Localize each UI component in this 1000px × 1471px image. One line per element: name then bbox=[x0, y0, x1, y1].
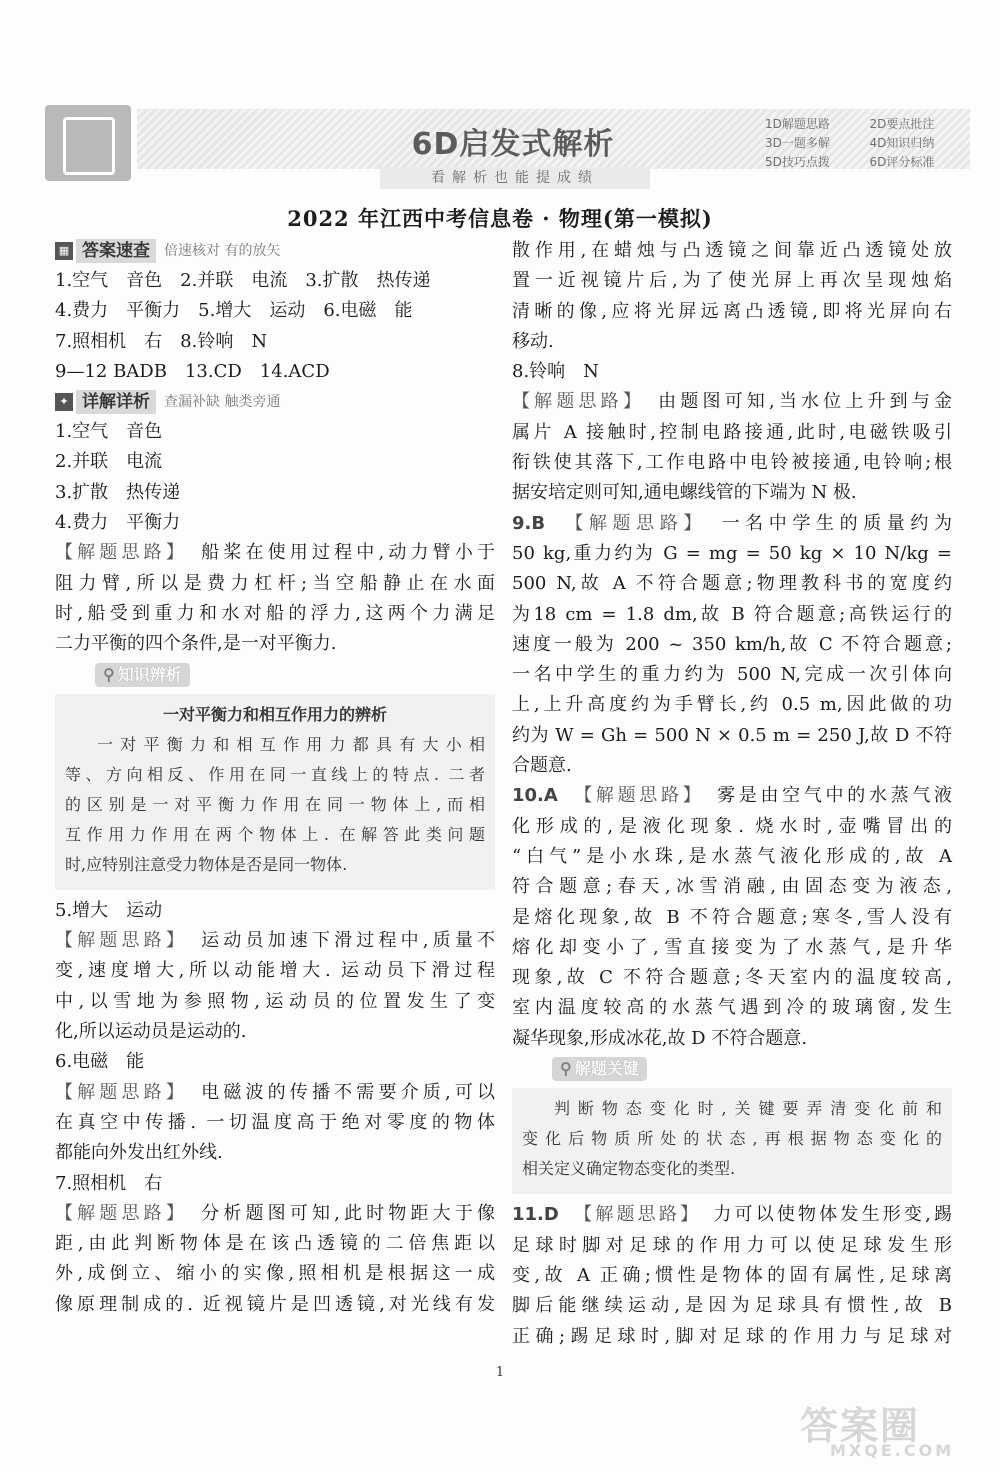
answer-line: 4.费力 平衡力 bbox=[55, 512, 181, 534]
q9-explain-line: 为18 cm = 1.8 dm,故 B 符合题意;高铁运行的 bbox=[512, 603, 952, 625]
q10-explain-line: 10.A 【解题思路】 雾是由空气中的水蒸气液 bbox=[512, 785, 953, 807]
paper-icon bbox=[63, 117, 115, 175]
q7-explain-line: 散作用,在蜡烛与凸透镜之间靠近凸透镜处放 bbox=[512, 240, 952, 261]
knowledge-box bbox=[55, 694, 495, 890]
answer-line: 7.照相机 右 bbox=[55, 1172, 163, 1194]
q10-explain-line: 是熔化现象,故 B 不符合题意;寒冬,雪人没有 bbox=[512, 906, 952, 928]
answer-line: 2.并联 电流 bbox=[55, 451, 163, 473]
solution-tag: 【解题思路】 bbox=[55, 930, 179, 952]
grid-icon: ▦ bbox=[55, 242, 73, 260]
left-column bbox=[55, 236, 495, 1320]
q8-explain-line: 衔铁使其落下,工作电路中电铃被接通,电铃响;根 bbox=[512, 452, 952, 474]
q5-explain-line: 【解题思路】 运动员加速下滑过程中,质量不 bbox=[55, 930, 495, 952]
book-icon bbox=[45, 105, 131, 181]
key-box-header: ⚲ 解题关键 bbox=[552, 1057, 647, 1081]
quick-answer-line: 7.照相机 右 8.铃响 N bbox=[55, 330, 268, 352]
q10-explain-line: 熔化却变小了,雪直接变为了水蒸气,是升华 bbox=[512, 936, 952, 958]
magnifier-icon: ⚲ bbox=[103, 664, 115, 684]
q8-explain-line: 【解题思路】 由题图可知,当水位上升到与金 bbox=[512, 391, 952, 413]
knowledge-box-header: ⚲ 知识辨析 bbox=[95, 663, 190, 687]
magnifier-icon: ⚲ bbox=[560, 1059, 572, 1079]
solution-tag: 【解题思路】 bbox=[583, 1204, 693, 1226]
knowledge-line: 一对平衡力和相互作用力都具有大小相 bbox=[97, 734, 485, 754]
question-number: 10.A bbox=[512, 785, 558, 807]
q4-explain-line: 时,船受到重力和水对船的浮力,这两个力满足 bbox=[55, 602, 495, 624]
answer-line: 3.扩散 热传递 bbox=[55, 481, 181, 503]
question-number: 9.B bbox=[512, 512, 546, 534]
q5-explain-line: 化,所以运动员是运动的. bbox=[55, 1021, 247, 1043]
right-column bbox=[512, 236, 952, 1352]
q7-explain-line: 置一近视镜片后,为了使光屏上再次呈现烛焰 bbox=[512, 270, 952, 292]
key-line: 相关定义确定物态变化的类型. bbox=[522, 1159, 736, 1179]
question-number: 11.D bbox=[512, 1204, 559, 1226]
q4-explain-line: 二力平衡的四个条件,是一对平衡力. bbox=[55, 633, 337, 655]
solution-tag: 【解题思路】 bbox=[55, 542, 179, 564]
q9-explain-line: 9.B 【解题思路】 一名中学生的质量约为 bbox=[512, 512, 953, 534]
key-line: 变化后物质所处的状态,再根据物态变化的 bbox=[522, 1129, 942, 1149]
q9-explain-line: 一名中学生的重力约为 500 N,完成一次引体向 bbox=[512, 664, 952, 686]
knowledge-line: 的区别是一对平衡力作用在同一物体上,而相 bbox=[65, 794, 485, 814]
banner-tag: 4D知识归纳 bbox=[869, 136, 935, 150]
q7-explain-line: 【解题思路】 分析题图可知,此时物距大于像 bbox=[55, 1202, 495, 1224]
answer-line: 8.铃响 N bbox=[512, 361, 599, 383]
q9-explain-line: 约为 W = Gh = 500 N × 0.5 m = 250 J,故 D 不符 bbox=[512, 724, 952, 746]
lightbulb-icon: ✦ bbox=[55, 393, 73, 411]
answer-line: 5.增大 运动 bbox=[55, 899, 163, 921]
solution-tag: 【解题思路】 bbox=[512, 391, 636, 413]
q11-explain-line: 变,故 A 正确;惯性是物体的固有属性,足球离 bbox=[512, 1264, 952, 1286]
q8-explain-line: 据安培定则可知,通电螺线管的下端为 N 极. bbox=[512, 482, 857, 504]
banner-tags bbox=[765, 115, 970, 170]
knowledge-line: 互作用力作用在两个物体上. 在解答此类问题 bbox=[65, 824, 485, 844]
q8-explain-line: 属片 A 接触时,控制电路接通,此时,电磁铁吸引 bbox=[512, 421, 952, 443]
q7-explain-line: 像原理制成的. 近视镜片是凹透镜,对光线有发 bbox=[55, 1293, 495, 1315]
page-title: 2022 年江西中考信息卷 · 物理(第一模拟) bbox=[287, 206, 713, 231]
key-line: 判断物态变化时,关键要弄清变化前和 bbox=[554, 1099, 942, 1119]
solution-tag: 【解题思路】 bbox=[583, 785, 696, 807]
watermark-main: 答案圈 bbox=[800, 1404, 921, 1448]
q10-explain-line: 凝华现象,形成冰花,故 D 不符合题意. bbox=[512, 1027, 808, 1049]
q7-explain-line: 外,成倒立、缩小的实像,照相机是根据这一成 bbox=[55, 1263, 495, 1285]
q11-explain-line: 正确;踢足球时,脚对足球的作用力与足球对 bbox=[512, 1325, 952, 1347]
q9-explain-line: 速度一般为 200 ~ 350 km/h,故 C 不符合题意; bbox=[512, 633, 952, 655]
quick-answer-note: 倍速核对 有的放矢 bbox=[164, 242, 281, 259]
key-box bbox=[512, 1088, 952, 1194]
watermark-logo bbox=[800, 1395, 1000, 1465]
q11-explain-line: 脚后能继续运动,是因为足球具有惯性,故 B bbox=[512, 1295, 952, 1317]
banner-subtitle: 看解析也能提成绩 bbox=[380, 167, 650, 189]
detail-header bbox=[55, 387, 495, 417]
page-number: 1 bbox=[495, 1365, 505, 1380]
quick-answer-label: 答案速查 bbox=[76, 239, 156, 263]
q7-explain-line: 清晰的像,应将光屏远离凸透镜,即将光屏向右 bbox=[512, 300, 952, 322]
q9-explain-line: 合题意. bbox=[512, 755, 572, 777]
q5-explain-line: 中,以雪地为参照物,运动员的位置发生了变 bbox=[55, 990, 495, 1012]
answer-line: 1.空气 音色 bbox=[55, 421, 163, 443]
q10-explain-line: 化形成的,是液化现象. 烧水时,壶嘴冒出的 bbox=[512, 815, 952, 837]
q6-explain-line: 【解题思路】 电磁波的传播不需要介质,可以 bbox=[55, 1081, 495, 1103]
q6-explain-line: 都能向外发出红外线. bbox=[55, 1142, 223, 1164]
knowledge-box-title: 一对平衡力和相互作用力的辨析 bbox=[162, 704, 387, 724]
q11-explain-line: 11.D 【解题思路】 力可以使物体发生形变,踢 bbox=[512, 1204, 952, 1226]
banner-tag: 5D技巧点拨 bbox=[765, 155, 830, 169]
banner-title: 6D启发式解析 bbox=[411, 127, 615, 162]
q10-explain-line: “白气”是小水珠,是水蒸气液化形成的,故 A bbox=[512, 845, 952, 867]
q5-explain-line: 变,速度增大,所以动能增大. 运动员下滑过程 bbox=[55, 960, 495, 982]
q7-explain-line: 距,由此判断物体是在该凸透镜的二倍焦距以 bbox=[55, 1233, 495, 1255]
q10-explain-line: 现象,故 C 不符合题意;冬天室内的温度较高, bbox=[512, 967, 952, 989]
solution-tag: 【解题思路】 bbox=[55, 1202, 179, 1224]
banner-tag: 2D要点批注 bbox=[869, 117, 935, 131]
q9-explain-line: 500 N,故 A 不符合题意;物理教科书的宽度约 bbox=[512, 573, 952, 595]
quick-answer-line: 4.费力 平衡力 5.增大 运动 6.电磁 能 bbox=[55, 300, 413, 322]
header-banner bbox=[45, 105, 970, 187]
q7-explain-line: 移动. bbox=[512, 330, 554, 352]
detail-label: 详解详析 bbox=[76, 390, 156, 414]
answer-line: 6.电磁 能 bbox=[55, 1051, 145, 1073]
quick-answer-line: 9—12 BADB 13.CD 14.ACD bbox=[55, 360, 330, 382]
banner-tag: 3D一题多解 bbox=[765, 136, 830, 150]
watermark-sub: MXQE.COM bbox=[830, 1441, 955, 1460]
q10-explain-line: 室内温度较高的水蒸气遇到冷的玻璃窗,发生 bbox=[512, 997, 952, 1019]
knowledge-line: 时,应特别注意受力物体是否是同一物体. bbox=[65, 854, 348, 874]
solution-tag: 【解题思路】 bbox=[55, 1081, 179, 1103]
quick-answer-line: 1.空气 音色 2.并联 电流 3.扩散 热传递 bbox=[55, 270, 431, 291]
q11-explain-line: 足球时脚对足球的作用力可以使足球发生形 bbox=[512, 1234, 952, 1256]
q9-explain-line: 50 kg,重力约为 G = mg = 50 kg × 10 N/kg = bbox=[512, 542, 952, 564]
banner-tag: 1D解题思路 bbox=[765, 117, 830, 131]
detail-note: 查漏补缺 触类旁通 bbox=[164, 394, 281, 411]
q4-explain-line: 阻力臂,所以是费力杠杆;当空船静止在水面 bbox=[55, 572, 495, 594]
quick-answer-header bbox=[55, 236, 495, 266]
solution-tag: 【解题思路】 bbox=[574, 512, 698, 534]
q4-explain-line: 【解题思路】 船桨在使用过程中,动力臂小于 bbox=[55, 542, 495, 564]
q6-explain-line: 在真空中传播. 一切温度高于绝对零度的物体 bbox=[55, 1111, 495, 1133]
banner-tag: 6D评分标准 bbox=[869, 155, 935, 169]
q9-explain-line: 上,上升高度约为手臂长,约 0.5 m,因此做的功 bbox=[512, 694, 952, 716]
q10-explain-line: 符合题意;春天,冰雪消融,由固态变为液态, bbox=[512, 876, 952, 898]
knowledge-line: 等、方向相反、作用在同一直线上的特点. 二者 bbox=[65, 764, 485, 784]
